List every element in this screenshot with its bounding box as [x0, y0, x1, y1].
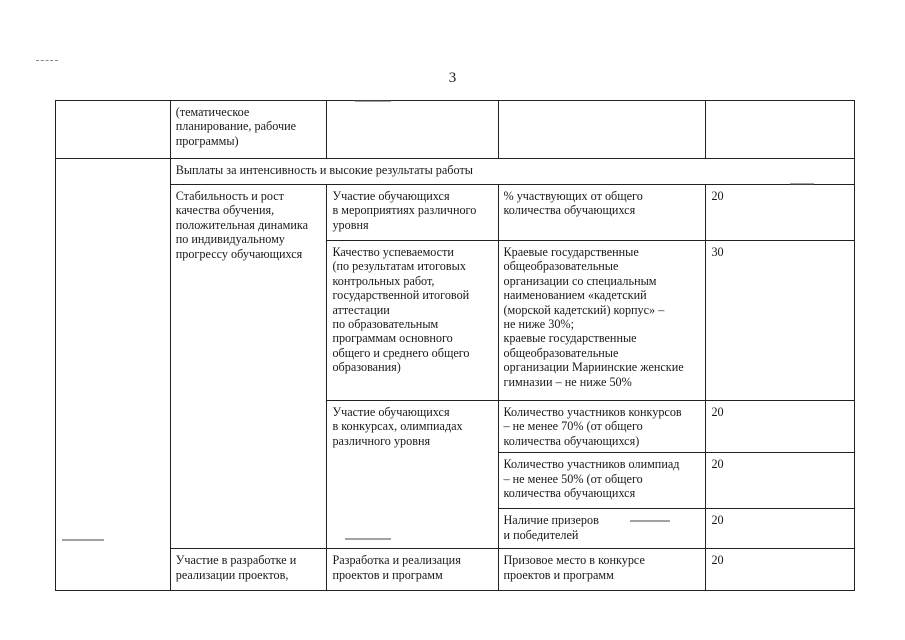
points-cell: 30: [706, 241, 855, 401]
scan-artifact: [36, 60, 58, 63]
condition-cell: Призовое место в конкурсе проектов и программ: [498, 549, 706, 591]
table-cell: [706, 101, 855, 159]
table-row: [56, 101, 855, 159]
page-number: 3: [448, 70, 457, 86]
indicator-cell: Качество успеваемости (по результатам итоговых контрольных работ, государственной итоговой аттестации по образовательным программам основного общего и среднего общего образования): [327, 241, 498, 401]
criteria-table: [55, 100, 855, 591]
points-cell: 20: [706, 401, 855, 453]
table-cell: [56, 101, 171, 159]
table-row: [56, 159, 855, 185]
condition-cell: Количество участников конкурсов – не менее 70% (от общего количества обучающихся): [498, 401, 706, 453]
table-cell: [327, 101, 498, 159]
condition-cell: % участвующих от общего количества обучающихся: [498, 185, 706, 241]
criterion-cell: Участие в разработке и реализации проектов,: [170, 549, 327, 591]
indicator-cell: Разработка и реализация проектов и программ: [327, 549, 498, 591]
scan-artifact: [62, 539, 104, 541]
indicator-cell: Участие обучающихся в конкурсах, олимпиадах различного уровня: [327, 401, 498, 549]
table-row: [56, 549, 855, 591]
indicator-cell: Участие обучающихся в мероприятиях различного уровня: [327, 185, 498, 241]
points-cell: 20: [706, 453, 855, 509]
table-row: [56, 185, 855, 241]
scan-artifact: [355, 100, 391, 102]
table-cell: [56, 159, 171, 591]
scan-artifact: [790, 183, 814, 185]
condition-cell: Краевые государственные общеобразовательные организации со специальным наименованием «кадетский (морской кадетский) корпус» – не ниже 30%; краевые государственные общеобразовательные организации Мариинские женские гимназии – не ниже 50%: [498, 241, 706, 401]
table-cell: (тематическое планирование, рабочие программы): [170, 101, 327, 159]
table-cell: [498, 101, 706, 159]
scan-artifact: [345, 538, 391, 540]
condition-cell: Количество участников олимпиад – не менее 50% (от общего количества обучающихся: [498, 453, 706, 509]
points-cell: 20: [706, 509, 855, 549]
section-header: Выплаты за интенсивность и высокие результаты работы: [170, 159, 854, 185]
criterion-cell: Стабильность и рост качества обучения, положительная динамика по индивидуальному прогрессу обучающихся: [170, 185, 327, 549]
condition-cell: Наличие призеров и победителей: [498, 509, 706, 549]
scan-artifact: [630, 520, 670, 522]
points-cell: 20: [706, 185, 855, 241]
points-cell: 20: [706, 549, 855, 591]
